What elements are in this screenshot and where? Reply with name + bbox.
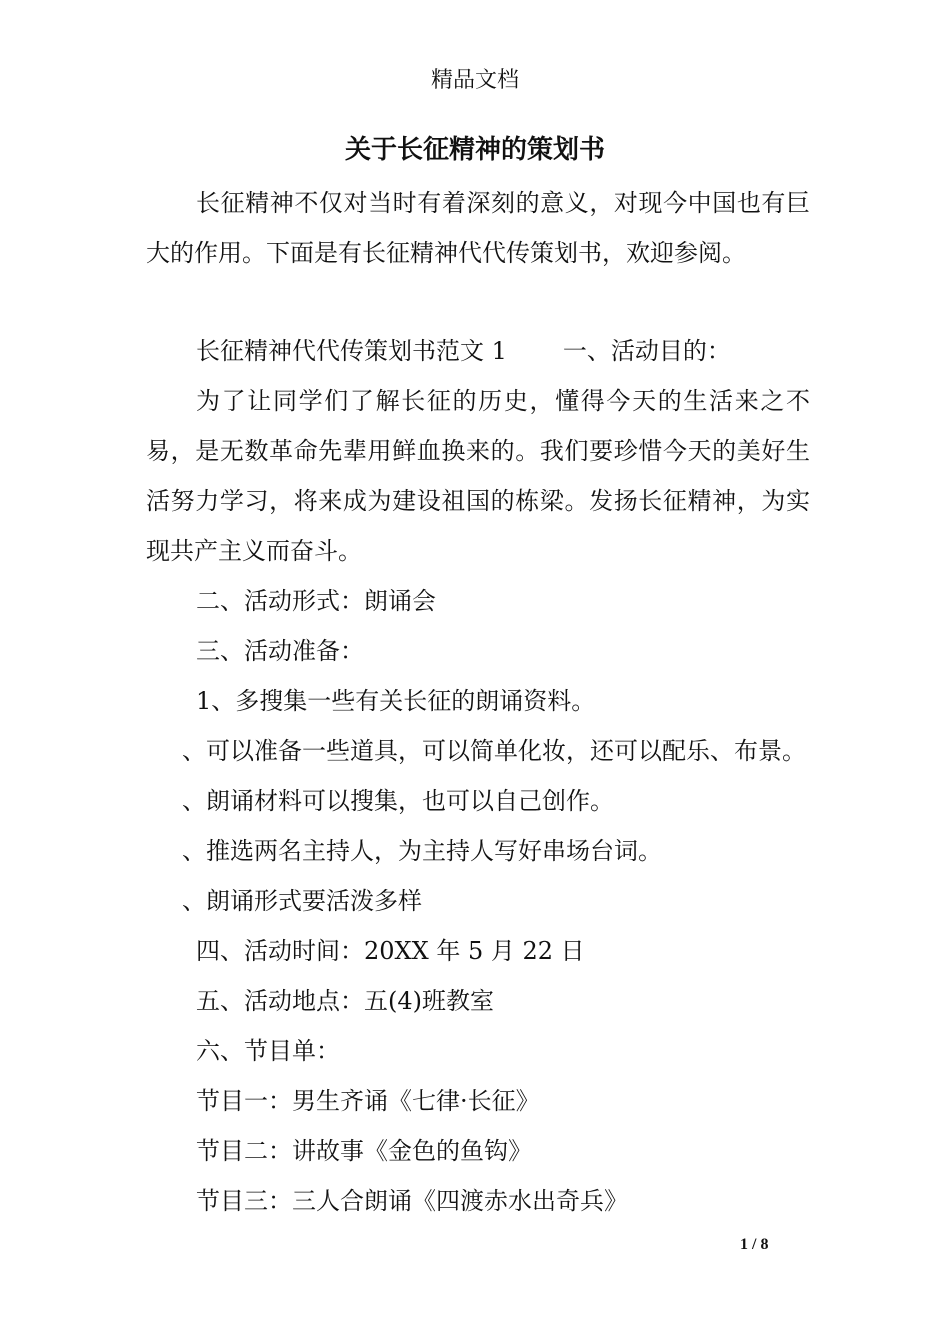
program-item: 节目一：男生齐诵《七律·长征》 <box>196 1087 540 1115</box>
prep-item: 、可以准备一些道具，可以简单化妆，还可以配乐、布景。 <box>182 737 806 765</box>
page-header: 精品文档 <box>430 68 519 93</box>
main-section <box>146 326 810 1226</box>
form-line: 二、活动形式：朗诵会 <box>196 587 436 615</box>
goal-paragraph: 为了让同学们了解长征的历史，懂得今天的生活来之不易，是无数革命先辈用鲜血换来的。我们要珍惜今天的美好生活努力学习，将来成为建设祖国的栋梁。发扬长征精神，为实现共产主义而奋斗。 <box>146 387 810 565</box>
intro-section <box>146 178 810 278</box>
prep-item: 1、多搜集一些有关长征的朗诵资料。 <box>196 687 596 715</box>
document-title: 关于长征精神的策划书 <box>344 135 605 165</box>
time-line: 四、活动时间：20XX 年 5 月 22 日 <box>196 937 585 965</box>
program-item: 节目三：三人合朗诵《四渡赤水出奇兵》 <box>196 1187 628 1215</box>
prep-item: 、朗诵形式要活泼多样 <box>182 887 422 915</box>
place-line: 五、活动地点：五(4)班教室 <box>196 987 494 1015</box>
sample-heading: 长征精神代代传策划书范文 1 <box>196 337 507 365</box>
section-heading-line <box>146 326 810 376</box>
program-heading: 六、节目单： <box>196 1037 340 1065</box>
page-number: 1 / 8 <box>740 1236 769 1253</box>
prep-item: 、朗诵材料可以搜集，也可以自己创作。 <box>182 787 614 815</box>
program-item: 节目二：讲故事《金色的鱼钩》 <box>196 1137 532 1165</box>
goal-heading: 一、活动目的： <box>562 337 731 365</box>
prep-item: 、推选两名主持人，为主持人写好串场台词。 <box>182 837 662 865</box>
prep-heading: 三、活动准备： <box>196 637 364 665</box>
intro-paragraph: 长征精神不仅对当时有着深刻的意义，对现今中国也有巨大的作用。下面是有长征精神代代传策划书，欢迎参阅。 <box>146 189 810 267</box>
